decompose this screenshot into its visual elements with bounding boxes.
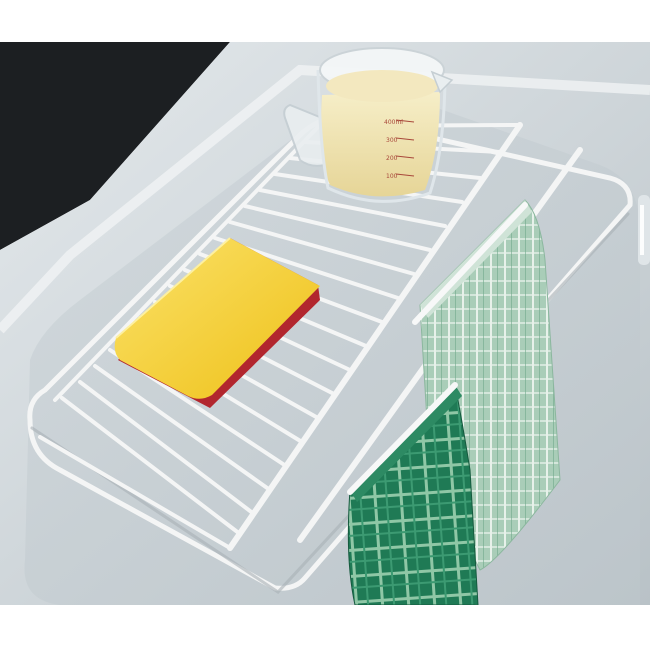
cup-mark-100: 100: [386, 173, 398, 180]
bottom-border: [0, 605, 650, 650]
cup-mark-300: 300: [386, 137, 398, 144]
cup-mark-400: 400ml: [384, 119, 403, 126]
cup-mark-200: 200: [386, 155, 398, 162]
faucet: [638, 195, 650, 265]
